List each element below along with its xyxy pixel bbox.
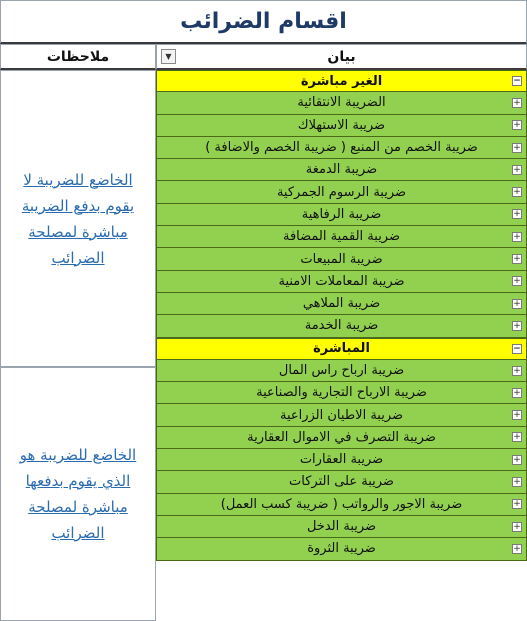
plus-icon[interactable]: +	[513, 521, 521, 532]
table-row[interactable]	[156, 471, 527, 493]
row-label: ضريبة على التركات	[289, 474, 394, 490]
row-label: ضريبة الملاهي	[302, 296, 381, 312]
row-label: ضريبة الرسوم الجمركية	[276, 184, 407, 200]
table-row[interactable]	[156, 271, 527, 293]
table-row[interactable]	[156, 427, 527, 449]
plus-icon[interactable]: +	[513, 231, 521, 242]
plus-icon[interactable]: +	[513, 164, 521, 175]
minus-icon[interactable]: −	[513, 343, 521, 354]
plus-icon[interactable]: +	[513, 142, 521, 153]
table-row[interactable]	[156, 159, 527, 181]
table-row[interactable]	[156, 92, 527, 114]
direct-note-cell[interactable]	[0, 367, 156, 621]
description-column-header[interactable]	[156, 44, 527, 70]
table-row[interactable]	[156, 494, 527, 516]
group-label: الغير مباشرة	[300, 73, 383, 89]
table-row[interactable]	[156, 516, 527, 538]
plus-icon[interactable]: +	[513, 254, 521, 265]
row-label: ضريبة العقارات	[299, 452, 384, 468]
filter-dropdown-icon[interactable]: ▼	[161, 49, 176, 64]
row-label: ضريبة الثروة	[307, 541, 376, 557]
table-row[interactable]	[156, 315, 527, 337]
plus-icon[interactable]: +	[513, 499, 521, 510]
description-header-label: بيان	[327, 48, 356, 65]
row-label: ضريبة الرفاهية	[301, 206, 382, 222]
row-label: ضريبة ارباح راس المال	[278, 363, 405, 378]
plus-icon[interactable]: +	[513, 276, 521, 287]
plus-icon[interactable]: +	[513, 476, 521, 487]
plus-icon[interactable]: +	[513, 410, 521, 421]
row-label: ضريبة التصرف في الاموال العقارية	[247, 429, 436, 445]
table-row[interactable]	[156, 293, 527, 315]
group-label: المباشرة	[313, 341, 370, 357]
minus-icon[interactable]: −	[513, 76, 521, 87]
table-row[interactable]	[156, 137, 527, 159]
notes-column-header[interactable]	[0, 44, 156, 70]
row-label: ضريبة القمية المضافة	[282, 229, 401, 245]
plus-icon[interactable]: +	[513, 320, 521, 331]
row-label: ضريبة الاجور والرواتب ( ضريبة كسب العمل)	[220, 496, 463, 512]
plus-icon[interactable]: +	[513, 120, 521, 131]
table-row[interactable]	[156, 181, 527, 203]
plus-icon[interactable]: +	[513, 454, 521, 465]
table-row[interactable]	[156, 248, 527, 270]
row-label: ضريبة الدخل	[306, 519, 377, 535]
plus-icon[interactable]: +	[513, 187, 521, 198]
row-label: ضريبة المبيعات	[300, 251, 383, 267]
indirect-note-text: الخاضع للضريبة لا يقوم بدفع الضريبة مباشرة لمصلحة الضرائب	[21, 170, 135, 267]
table-row[interactable]	[156, 449, 527, 471]
plus-icon[interactable]: +	[513, 387, 521, 398]
table-row[interactable]	[156, 538, 527, 560]
indirect-note-cell[interactable]	[0, 70, 156, 367]
table-row[interactable]	[156, 404, 527, 426]
row-label: ضريبة الارباح التجارية والصناعية	[256, 385, 427, 401]
plus-icon[interactable]: +	[513, 543, 521, 554]
direct-note-text: الخاضع للضريبة هو الذي يقوم بدفعها مباشرة لمصلحة الضرائب	[19, 446, 137, 542]
row-label: ضريبة الاطيان الزراعية	[279, 407, 404, 423]
plus-icon[interactable]: +	[513, 97, 521, 108]
table-row[interactable]	[156, 382, 527, 404]
table-row[interactable]	[156, 360, 527, 382]
row-label: ضريبة المعاملات الامنية	[278, 273, 405, 289]
group-row-indirect[interactable]	[156, 70, 527, 92]
group-row-direct[interactable]	[156, 338, 527, 360]
row-label: ضريبة الخدمة	[304, 318, 379, 334]
row-label: ضريبة الخصم من المنبع ( ضريبة الخصم والاضافة )	[205, 140, 478, 156]
page-title: اقسام الضرائب	[0, 0, 527, 44]
plus-icon[interactable]: +	[513, 432, 521, 443]
plus-icon[interactable]: +	[513, 209, 521, 220]
table-row[interactable]	[156, 226, 527, 248]
tax-rows	[156, 70, 527, 561]
row-label: ضريبة الاستهلاك	[297, 117, 386, 133]
table-row[interactable]	[156, 204, 527, 226]
table-row[interactable]	[156, 115, 527, 137]
plus-icon[interactable]: +	[513, 365, 521, 376]
row-label: الضريبة الانتقائية	[297, 95, 386, 111]
plus-icon[interactable]: +	[513, 298, 521, 309]
notes-header-label: ملاحظات	[46, 48, 110, 65]
row-label: ضريبة الدمغة	[305, 162, 378, 178]
